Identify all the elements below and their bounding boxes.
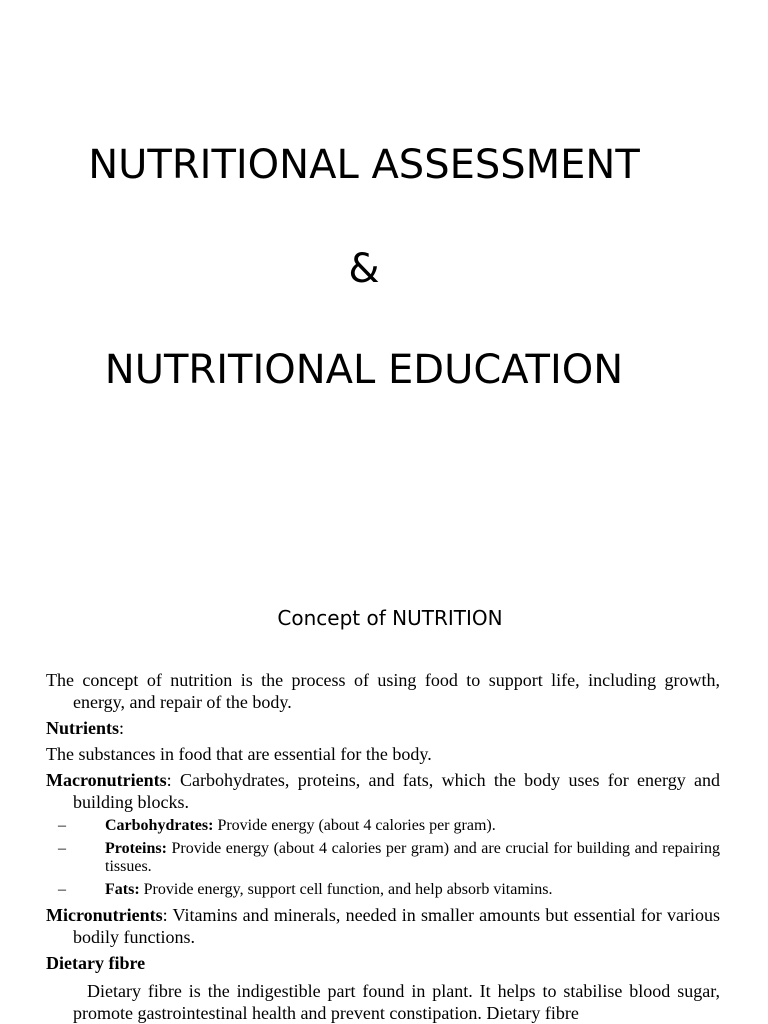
dietary-fibre-paragraph: Dietary fibre is the indigestible part found in plant. It helps to stabilise blood sugar, promote gastrointestinal health and prevent constipation. Dietary fibre — [73, 981, 720, 1023]
dash-bullet: – — [58, 840, 66, 857]
nutrients-definition: The substances in food that are essential for the body. — [46, 744, 432, 764]
nutrients-heading — [46, 717, 720, 739]
micronutrients-label: Micronutrients — [46, 905, 163, 925]
title-ampersand: & — [348, 246, 380, 292]
item-name: Proteins: — [105, 840, 167, 857]
item-text: Provide energy, support cell function, and help absorb vitamins. — [139, 881, 553, 898]
item-name: Carbohydrates: — [105, 817, 214, 834]
list-item — [46, 881, 720, 899]
macronutrients-paragraph — [46, 769, 720, 813]
macronutrients-label: Macronutrients — [46, 770, 167, 790]
item-name: Fats: — [105, 881, 140, 898]
dietary-fibre-heading — [46, 952, 720, 974]
macronutrients-text: : Carbohydrates, proteins, and fats, which the body uses for energy and building blocks. — [73, 770, 720, 812]
section-heading: Concept of NUTRITION — [277, 606, 503, 630]
list-item — [46, 817, 720, 835]
intro-paragraph: The concept of nutrition is the process of using food to support life, including growth, energy, and repair of the body. — [46, 670, 720, 712]
list-item — [46, 840, 720, 876]
title-line-1: NUTRITIONAL ASSESSMENT — [88, 142, 640, 188]
micronutrients-text: : Vitamins and minerals, needed in smaller amounts but essential for various bodily functions. — [73, 905, 720, 947]
dash-bullet: – — [58, 817, 66, 834]
item-text: Provide energy (about 4 calories per gram) and are crucial for building and repairing tissues. — [105, 840, 720, 875]
nutrients-label: Nutrients — [46, 718, 119, 738]
nutrients-colon: : — [119, 718, 125, 738]
item-text: Provide energy (about 4 calories per gram). — [213, 817, 496, 834]
title-line-2: NUTRITIONAL EDUCATION — [104, 347, 624, 393]
micronutrients-paragraph — [46, 904, 720, 948]
body-content — [46, 669, 720, 1024]
macronutrient-list — [46, 817, 720, 899]
dietary-fibre-label: Dietary fibre — [46, 953, 146, 973]
dash-bullet: – — [58, 881, 66, 898]
